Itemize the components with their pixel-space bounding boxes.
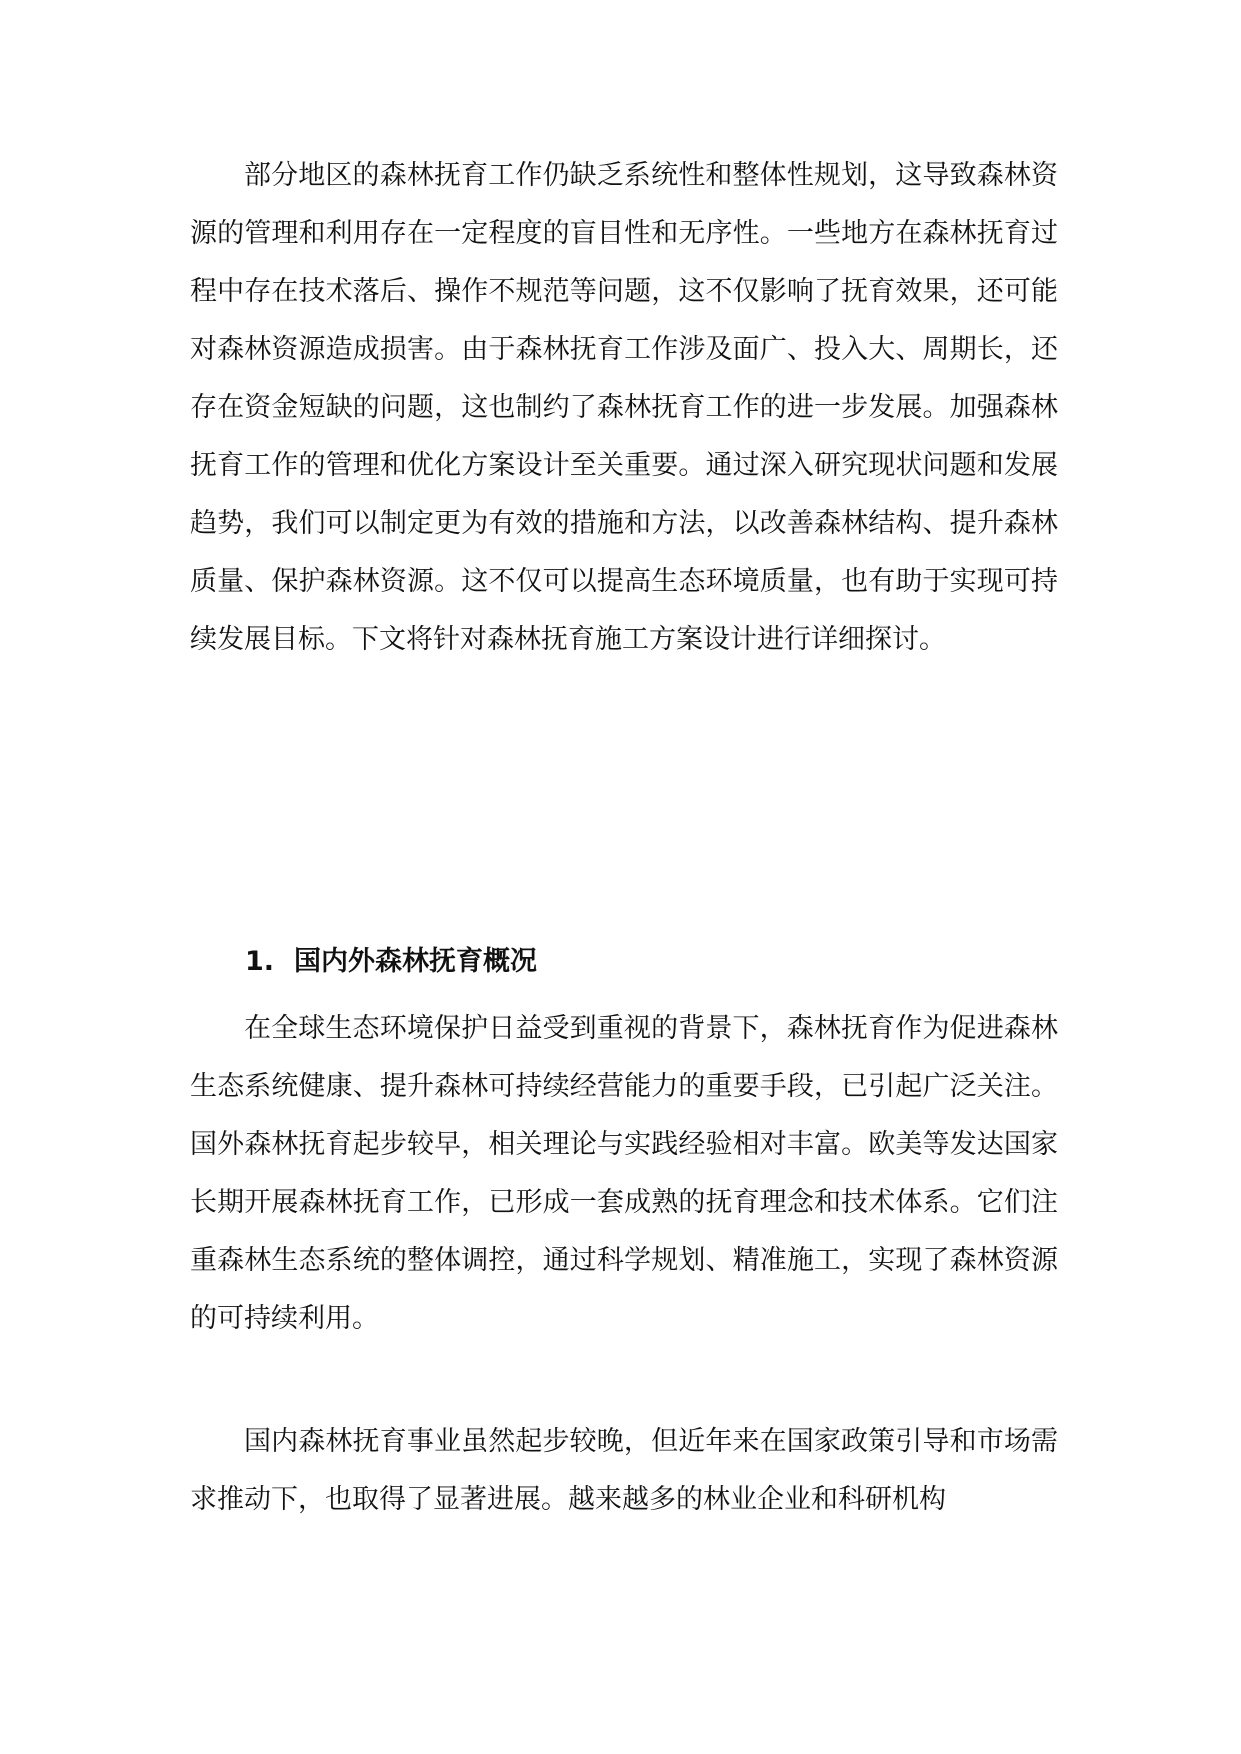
section-number: 1. [245, 946, 275, 977]
paragraph-intro: 部分地区的森林抚育工作仍缺乏系统性和整体性规划，这导致森林资源的管理和利用存在一定程度的盲目性和无序性。一些地方在森林抚育过程中存在技术落后、操作不规范等问题，这不仅影响了抚育效果，还可能对森林资源造成损害。由于森林抚育工作涉及面广、投入大、周期长，还存在资金短缺的问题，这也制约了森林抚育工作的进一步发展。加强森林抚育工作的管理和优化方案设计至关重要。通过深入研究现状问题和发展趋势，我们可以制定更为有效的措施和方法，以改善森林结构、提升森林质量、保护森林资源。这不仅可以提高生态环境质量，也有助于实现可持续发展目标。下文将针对森林抚育施工方案设计进行详细探讨。 [190, 160, 1058, 655]
section-heading [245, 933, 537, 991]
paragraph-overview: 在全球生态环境保护日益受到重视的背景下，森林抚育作为促进森林生态系统健康、提升森林可持续经营能力的重要手段，已引起广泛关注。国外森林抚育起步较早，相关理论与实践经验相对丰富。欧美等发达国家长期开展森林抚育工作，已形成一套成熟的抚育理念和技术体系。它们注重森林生态系统的整体调控，通过科学规划、精准施工，实现了森林资源的可持续利用。 [190, 1013, 1058, 1334]
paragraph-domestic: 国内森林抚育事业虽然起步较晚，但近年来在国家政策引导和市场需求推动下，也取得了显著进展。越来越多的林业企业和科研机构 [190, 1426, 1058, 1515]
section-title: 国内外森林抚育概况 [294, 946, 538, 977]
